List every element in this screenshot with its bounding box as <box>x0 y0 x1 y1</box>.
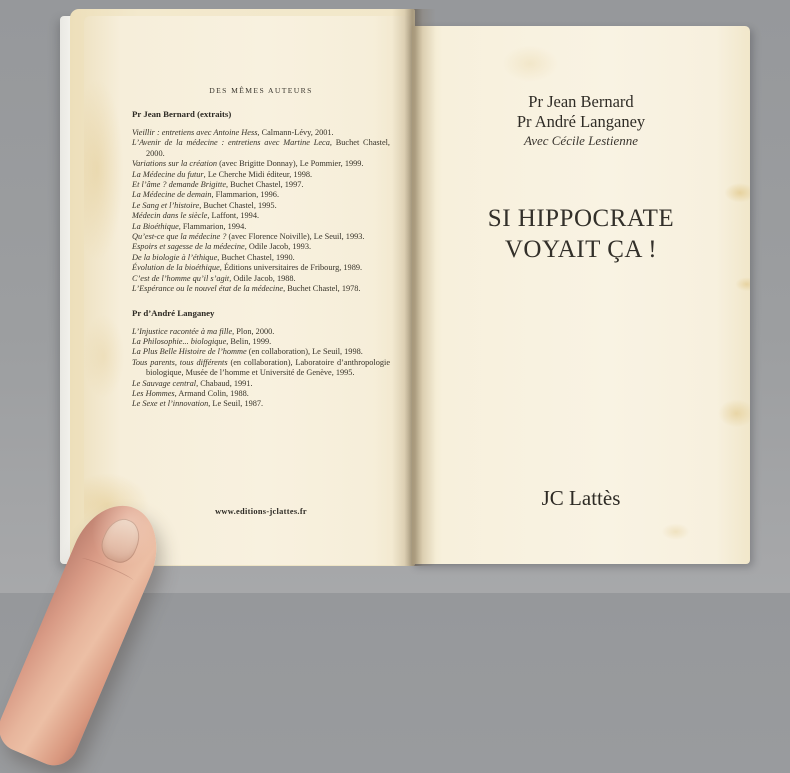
bibliography <box>132 109 390 410</box>
book-entry-title: Vieillir : entretiens avec Antoine Hess <box>132 128 258 137</box>
book-entry-publisher: , Odile Jacob, 1988. <box>229 273 296 283</box>
book-entry-title: Et l’âme ? demande Brigitte <box>132 180 227 190</box>
author-section-heading: Pr Jean Bernard (extraits) <box>132 109 232 119</box>
entry-list <box>132 128 390 295</box>
book-entry-publisher: , Buchet Chastel, 2000. <box>146 138 391 158</box>
book-entry <box>132 201 390 211</box>
book-entry <box>132 337 390 347</box>
author-block <box>412 92 750 149</box>
thumb <box>0 492 172 773</box>
book-entry <box>132 284 390 294</box>
book-entry-title: L’Avenir de la médecine : entretiens avec Martine Leca <box>132 138 330 148</box>
book-entry-title: La Bioéthique <box>132 221 179 231</box>
book-entry-publisher: , Calmann-Lévy, 2001. <box>257 128 334 137</box>
book-entry-publisher: , Éditions universitaires de Fribourg, 1989. <box>219 263 363 273</box>
collaborator-line: Avec Cécile Lestienne <box>523 133 639 148</box>
book-entry <box>132 211 390 221</box>
book-entry <box>132 159 390 169</box>
book-entry <box>132 253 390 263</box>
book-entry-title: Les Hommes <box>132 388 175 398</box>
book-entry-publisher: , Le Cherche Midi éditeur, 1998. <box>203 169 313 179</box>
book-entry-title: L’Injustice racontée à ma fille <box>132 326 233 336</box>
book-entry-publisher: (en collaboration), Laboratoire d’anthropologie biologique, Musée de l’homme et Université de Genève, 1995. <box>146 357 390 378</box>
book-entry <box>132 242 390 252</box>
book-entry-publisher: , Buchet Chastel, 1995. <box>199 200 277 210</box>
book-entry <box>132 379 390 389</box>
book-entry <box>132 389 390 399</box>
book-entry <box>132 327 390 337</box>
book-entry <box>132 170 390 180</box>
book-entry-title: L’Espérance ou le nouvel état de la médecine <box>132 284 284 294</box>
book-entry-title: Le Sauvage central <box>132 378 197 388</box>
book-title-line: SI HIPPOCRATE <box>487 205 675 232</box>
book-entry-publisher: , Buchet Chastel, 1997. <box>226 180 304 190</box>
right-page-content <box>412 26 750 564</box>
author-name: Pr Jean Bernard <box>528 92 634 111</box>
book-entry-publisher: , Buchet Chastel, 1978. <box>283 284 361 294</box>
book-entry-publisher: , Flammarion, 1994. <box>178 221 247 231</box>
book-entry-publisher: , Odile Jacob, 1993. <box>244 242 312 252</box>
book-entry-title: Le Sang et l’histoire <box>132 200 200 210</box>
publisher-url: www.editions-jclattes.fr <box>215 507 307 516</box>
book-entry-publisher: , Flammarion, 1996. <box>211 190 280 200</box>
book-entry-title: La Plus Belle Histoire de l’homme <box>132 347 247 357</box>
book-entry <box>132 358 390 379</box>
page-header: DES MÊMES AUTEURS <box>209 86 313 95</box>
book-title-line: VOYAIT ÇA ! <box>504 236 658 263</box>
book-entry-publisher: , Le Seuil, 1987. <box>208 399 264 409</box>
book-entry <box>132 138 390 159</box>
left-page <box>84 16 412 565</box>
book-entry <box>132 274 390 284</box>
book-entry-publisher: , Armand Colin, 1988. <box>174 388 249 398</box>
book-entry-title: Médecin dans le siècle <box>132 211 208 221</box>
book-entry-title: La Médecine de demain <box>132 190 212 200</box>
book-entry-publisher: , Belin, 1999. <box>226 336 272 346</box>
author-name: Pr André Langaney <box>516 112 646 131</box>
book-entry-publisher: (en collaboration), Le Seuil, 1998. <box>246 347 363 357</box>
thumb-nail <box>96 513 145 567</box>
book-title <box>412 203 750 265</box>
book-entry-publisher: , Chabaud, 1991. <box>196 378 253 388</box>
book-entry-publisher: , Buchet Chastel, 1990. <box>217 252 295 262</box>
book-entry-title: Évolution de la bioéthique <box>132 263 220 273</box>
book-entry-title: De la biologie à l’éthique <box>132 252 218 262</box>
book-entry <box>132 399 390 409</box>
right-page <box>412 26 750 564</box>
book-entry <box>132 190 390 200</box>
book-entry <box>132 232 390 242</box>
book-entry-title: Espoirs et sagesse de la médecine <box>132 242 245 252</box>
book-entry <box>132 180 390 190</box>
book-entry-title: La Médecine du futur <box>132 169 204 179</box>
book-entry-title: Qu’est-ce que la médecine ? <box>132 232 227 242</box>
book-entry <box>132 222 390 232</box>
author-section-heading: Pr d’André Langaney <box>132 307 215 318</box>
book-entry-title: C’est de l’homme qu’il s’agit <box>132 273 230 283</box>
book-entry-title: Tous parents, tous différents <box>132 357 228 367</box>
book-entry-publisher: , Plon, 2000. <box>232 326 275 336</box>
book-entry-title: Variations sur la création <box>132 159 218 169</box>
publisher-mark: JC Lattès <box>541 486 621 510</box>
book-entry-publisher: (avec Florence Noiville), Le Seuil, 1993. <box>226 232 365 242</box>
book-entry <box>132 263 390 273</box>
book-entry <box>132 347 390 357</box>
entry-list <box>132 327 390 410</box>
book-entry-publisher: , Laffont, 1994. <box>207 211 260 221</box>
left-page-content <box>84 16 412 565</box>
book-entry <box>132 128 390 138</box>
book-entry-publisher: (avec Brigitte Donnay), Le Pommier, 1999. <box>217 159 364 169</box>
book-entry-title: La Philosophie... biologique <box>132 336 227 346</box>
book-entry-title: Le Sexe et l’innovation <box>132 399 209 409</box>
